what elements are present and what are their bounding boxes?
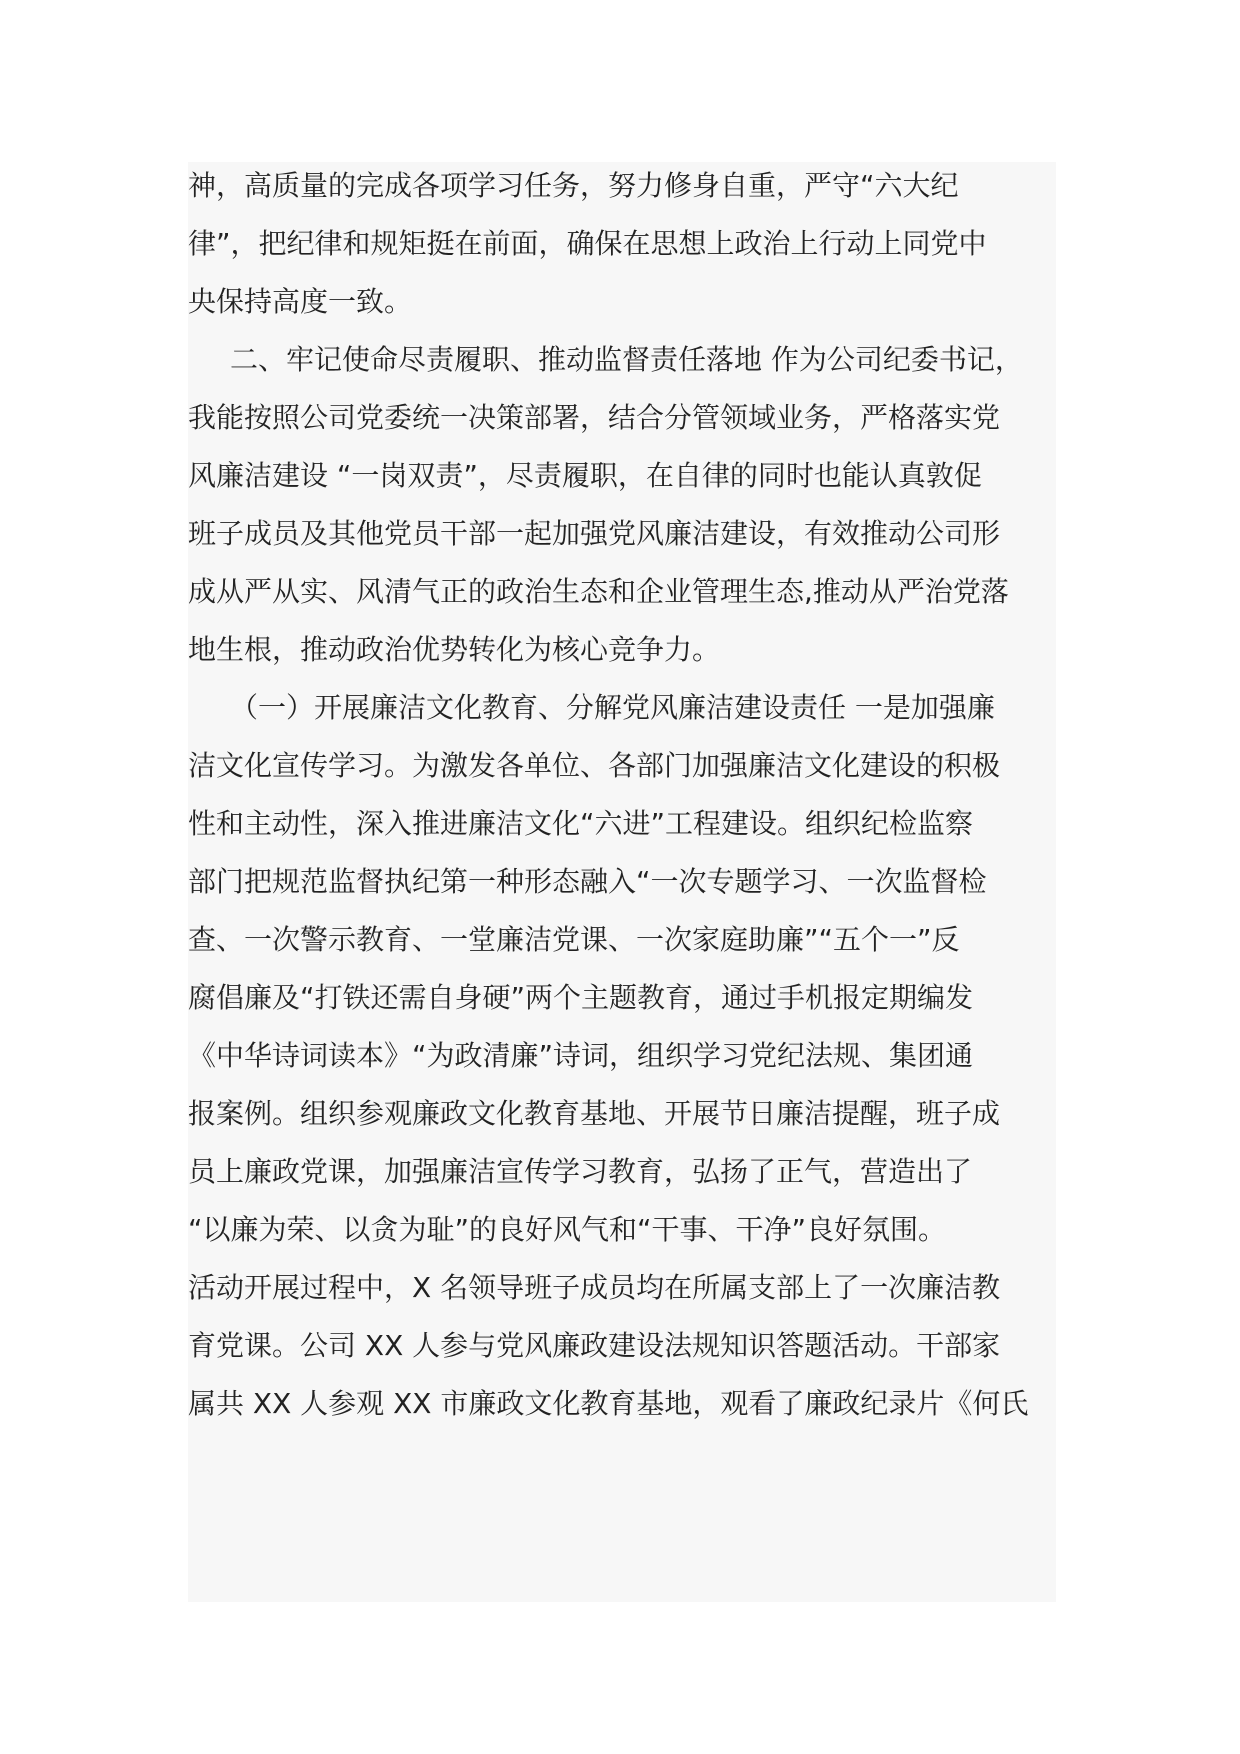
text-line: 洁文化宣传学习。为激发各单位、各部门加强廉洁文化建设的积极 (188, 749, 1001, 782)
text-line: 《中华诗词读本》“为政清廉”诗词，组织学习党纪法规、集团通 (188, 1039, 974, 1072)
text-line: 成从严从实、风清气正的政治生态和企业管理生态,推动从严治党落 (188, 575, 1009, 608)
text-line: 律”，把纪律和规矩挺在前面，确保在思想上政治上行动上同党中 (188, 227, 987, 260)
text-line: 育党课。公司 XX 人参与党风廉政建设法规知识答题活动。干部家 (188, 1329, 1001, 1362)
text-line: 员上廉政党课，加强廉洁宣传学习教育，弘扬了正气，营造出了 (188, 1155, 973, 1188)
text-line: 地生根，推动政治优势转化为核心竞争力。 (188, 633, 721, 666)
text-line: 性和主动性，深入推进廉洁文化“六进”工程建设。组织纪检监察 (188, 807, 974, 840)
paragraph-heading-line: 二、牢记使命尽责履职、推动监督责任落地 作为公司纪委书记， (230, 343, 1023, 376)
text-line: 风廉洁建设 “一岗双责”，尽责履职，在自律的同时也能认真敦促 (188, 459, 982, 492)
text-line: 属共 XX 人参观 XX 市廉政文化教育基地，观看了廉政纪录片《何氏 (188, 1387, 1029, 1420)
text-line: 活动开展过程中，X 名领导班子成员均在所属支部上了一次廉洁教 (188, 1271, 1001, 1304)
text-line: 班子成员及其他党员干部一起加强党风廉洁建设，有效推动公司形 (188, 517, 1001, 550)
paragraph-heading-line: （一）开展廉洁文化教育、分解党风廉洁建设责任 一是加强廉 (230, 691, 995, 724)
document-text-block (188, 162, 1056, 1602)
text-line: 腐倡廉及“打铁还需自身硬”两个主题教育，通过手机报定期编发 (188, 981, 974, 1014)
text-line: 部门把规范监督执纪第一种形态融入“一次专题学习、一次监督检 (188, 865, 987, 898)
text-line: 报案例。组织参观廉政文化教育基地、开展节日廉洁提醒，班子成 (188, 1097, 1001, 1130)
text-line: 央保持高度一致。 (188, 285, 413, 318)
text-line: “以廉为荣、以贪为耻”的良好风气和“干事、干净”良好氛围。 (188, 1213, 947, 1246)
text-line: 神，高质量的完成各项学习任务，努力修身自重，严守“六大纪 (188, 169, 959, 202)
text-line: 查、一次警示教育、一堂廉洁党课、一次家庭助廉”“五个一”反 (188, 923, 960, 956)
text-line: 我能按照公司党委统一决策部署，结合分管领域业务，严格落实党 (188, 401, 1001, 434)
